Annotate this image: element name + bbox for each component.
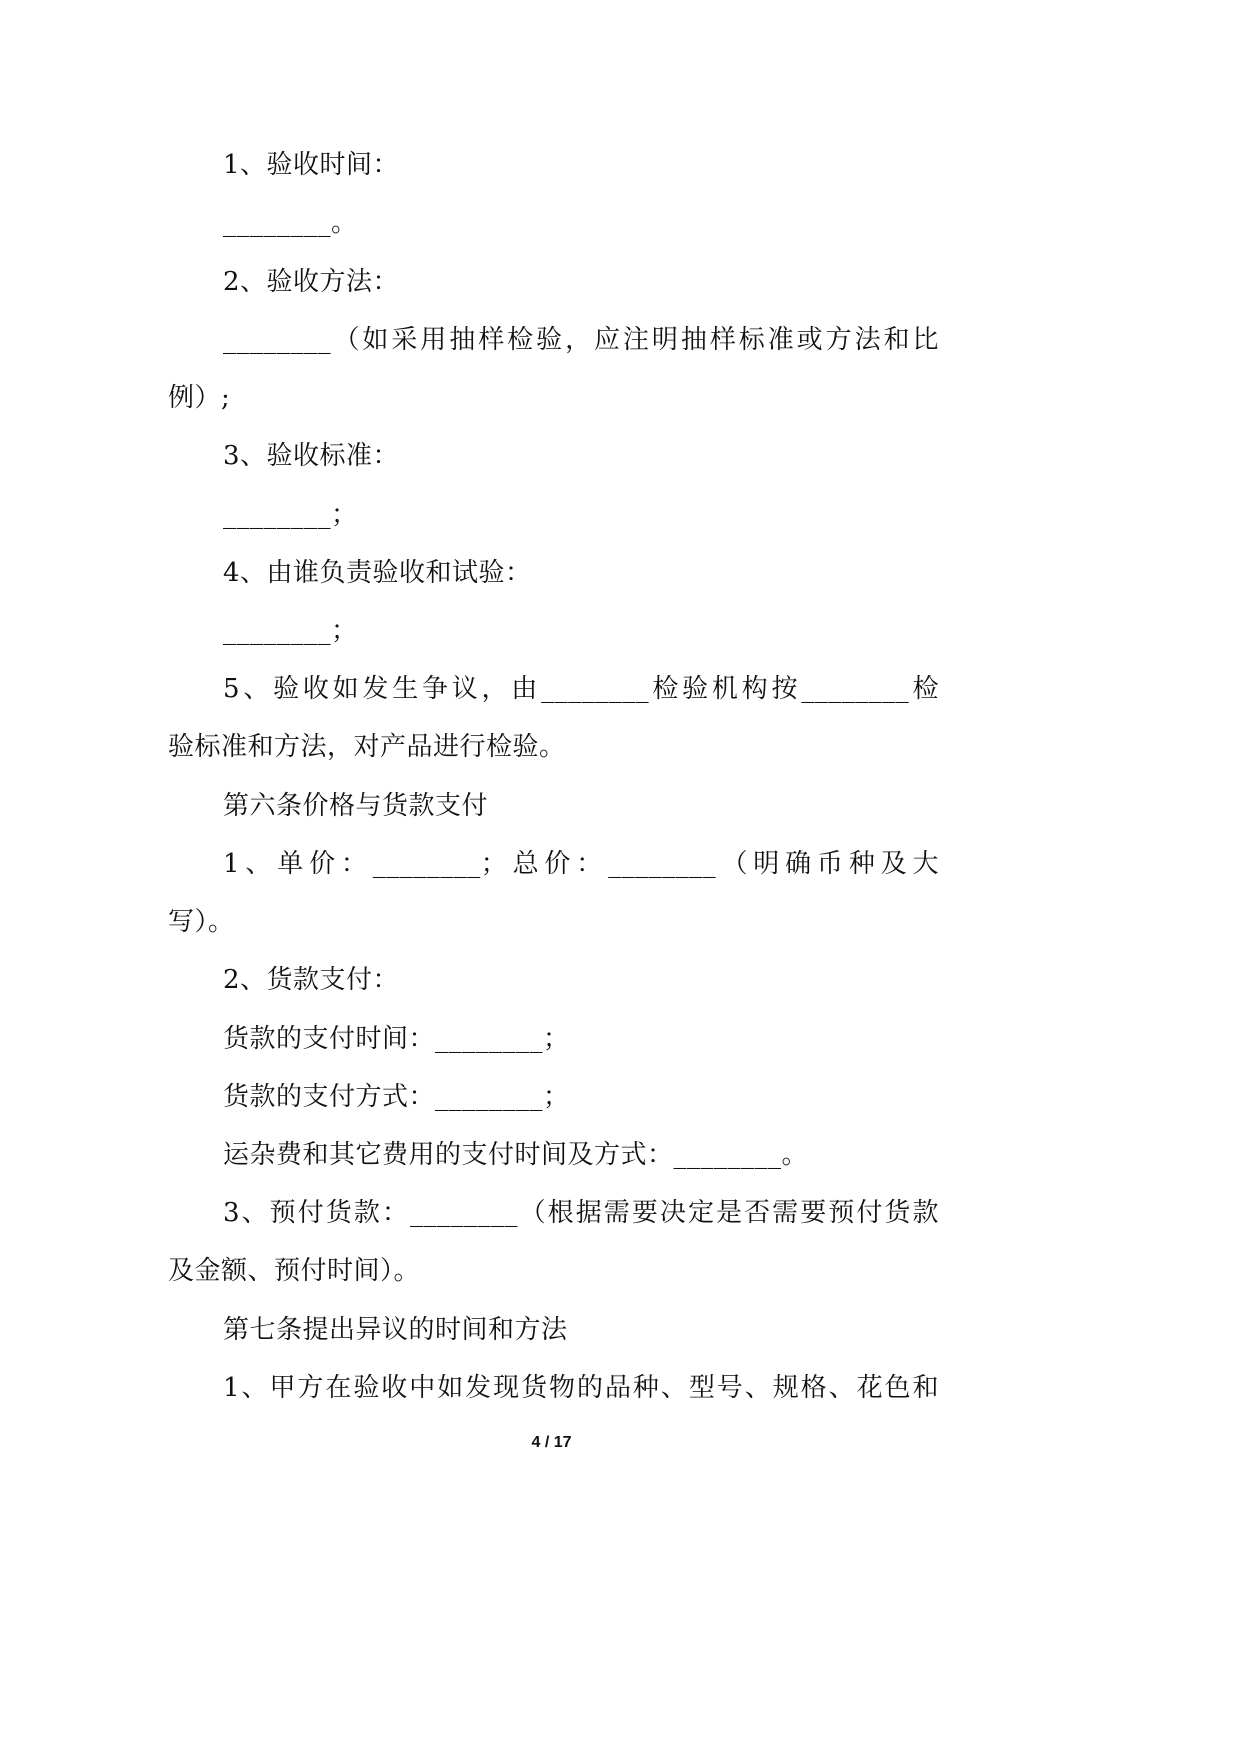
inspection-standard-blank: ________； (223, 500, 358, 530)
prepayment: 3、预付货款：________（根据需要决定是否需要预付货款 (223, 1198, 939, 1228)
inspection-method-text: ________（如采用抽样检验，应注明抽样标准或方法和比 (223, 325, 939, 355)
inspection-time-blank: ________。 (223, 208, 358, 238)
inspection-standard-heading: 3、验收标准： (223, 441, 400, 471)
inspection-method-text-cont: 例）; (168, 383, 231, 413)
inspection-responsible-heading: 4、由谁负责验收和试验： (223, 558, 532, 588)
payment-time: 货款的支付时间：________； (223, 1024, 570, 1054)
dispute-clause: 5、验收如发生争议，由________检验机构按________检 (223, 674, 939, 704)
payment-heading: 2、货款支付： (223, 965, 400, 995)
dispute-clause-cont: 验标准和方法，对产品进行检验。 (168, 732, 566, 762)
payment-method: 货款的支付方式：________； (223, 1082, 570, 1112)
inspection-time-heading: 1、验收时间： (223, 150, 400, 180)
article-6-heading: 第六条价格与货款支付 (223, 791, 489, 821)
prepayment-cont: 及金额、预付时间）。 (168, 1256, 421, 1286)
freight-payment: 运杂费和其它费用的支付时间及方式：________。 (223, 1140, 809, 1170)
article-7-heading: 第七条提出异议的时间和方法 (223, 1315, 568, 1345)
inspection-responsible-blank: ________； (223, 616, 358, 646)
unit-total-price: 1、单价：________；总价：________（明确币种及大 (223, 849, 939, 879)
objection-clause: 1、甲方在验收中如发现货物的品种、型号、规格、花色和 (223, 1373, 939, 1403)
inspection-method-heading: 2、验收方法： (223, 267, 400, 297)
page-number: 4 / 17 (531, 1434, 572, 1451)
unit-total-price-cont: 写）。 (168, 907, 235, 937)
